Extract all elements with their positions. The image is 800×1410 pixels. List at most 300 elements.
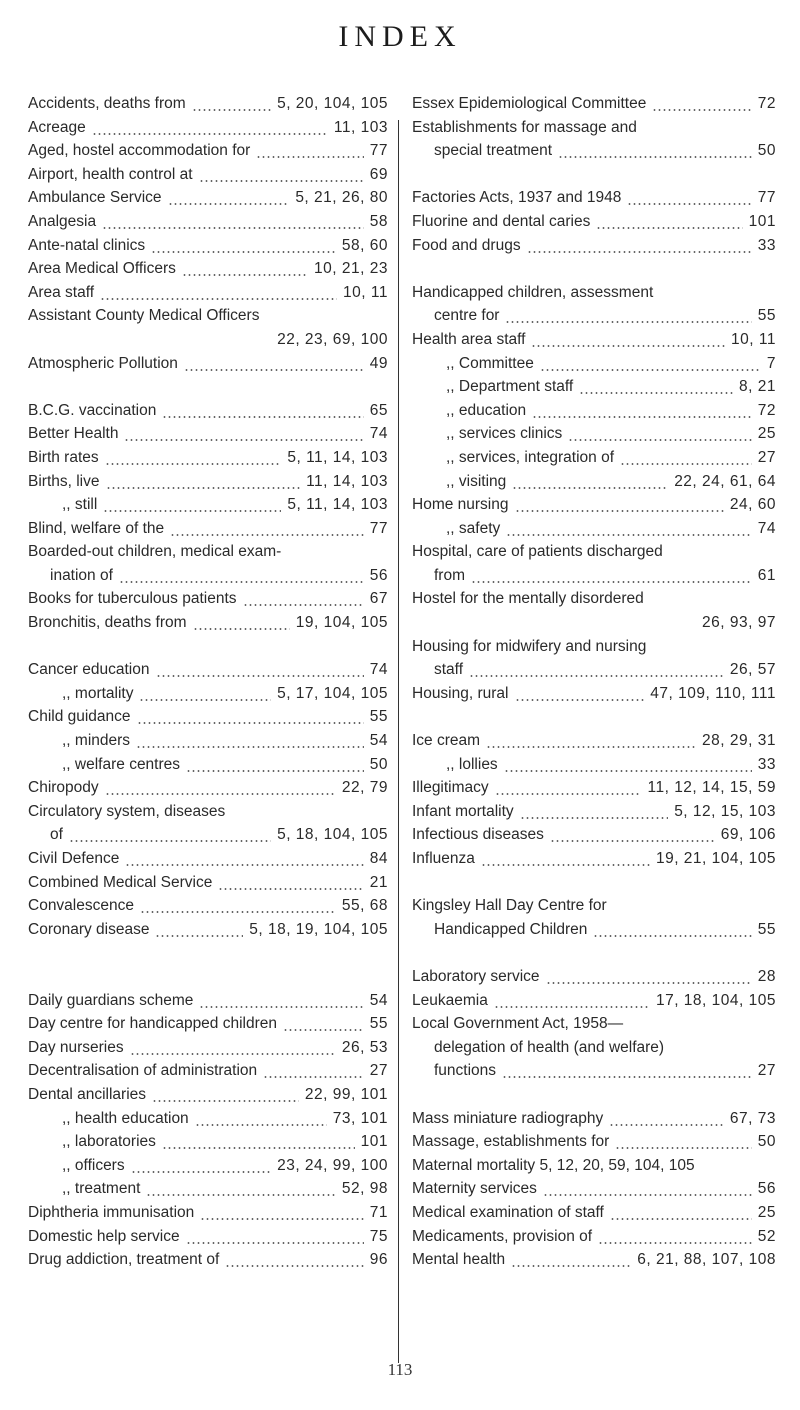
dot-leader [652,92,751,116]
index-entry-pages: 5, 18, 104, 105 [277,826,388,844]
dot-leader [512,470,668,494]
index-entry [28,776,388,800]
dot-leader [182,257,308,281]
index-entry [412,894,776,918]
index-entry-pages: 5, 21, 26, 80 [295,189,388,207]
index-entry-label: Civil Defence [28,850,120,867]
index-entry [28,847,388,871]
index-entry [28,1177,388,1201]
index-entry-pages: 56 [369,566,388,584]
index-entry-label: Aged, hostel accommodation for [28,142,251,160]
index-entry-label: Ante-natal clinics [28,236,146,254]
index-entry-label: ,, treatment [62,1180,141,1198]
index-entry-label: special treatment [434,142,553,160]
index-column-left [28,92,388,1272]
dot-leader [146,1177,335,1201]
index-entry-label: Housing, rural [412,684,509,702]
index-entry [28,1059,388,1083]
index-entry [28,446,388,470]
index-entry [412,116,776,140]
index-entry [28,92,388,116]
index-entry-label: Mass miniature radiography [412,1109,604,1127]
index-entry-pages: 21 [369,873,388,891]
dot-leader [100,281,337,305]
dot-leader [69,823,271,847]
dot-leader [119,564,364,588]
index-entry-pages: 5, 11, 14, 103 [287,448,388,466]
index-entry-label: Drug addiction, treatment of [28,1251,220,1269]
index-entry [412,92,776,116]
index-entry-label: ,, welfare centres [62,755,181,773]
index-entry [28,823,388,847]
index-entry-label: Factories Acts, 1937 and 1948 [412,189,622,207]
index-entry-label: ,, officers [62,1156,125,1174]
dot-leader [137,705,364,729]
dot-leader [481,847,650,871]
index-column-right [412,92,776,1272]
dot-leader [124,422,363,446]
index-entry-label: functions [434,1062,497,1080]
dot-leader [155,918,243,942]
dot-leader [125,847,363,871]
index-entry-pages: 84 [369,850,388,867]
index-entry-pages: 23, 24, 99, 100 [277,1156,388,1174]
section-gap [412,257,776,281]
section-gap [412,1083,776,1107]
index-entry-pages: 22, 79 [341,779,388,797]
index-entry-pages: 67, 73 [729,1109,776,1127]
index-entry [412,1107,776,1131]
index-entry [28,564,388,588]
index-entry-label: centre for [434,307,500,325]
section-gap [28,941,388,965]
dot-leader [263,1059,364,1083]
dot-leader [596,210,742,234]
index-entry-label: Health area staff [412,330,526,348]
dot-leader [495,776,642,800]
index-entry-pages: 58, 60 [341,236,388,254]
dot-leader [527,234,752,258]
index-entry [28,493,388,517]
index-entry [28,186,388,210]
index-entry [412,776,776,800]
index-entry-label: Birth rates [28,448,99,466]
index-entry [28,918,388,942]
index-entry-pages: 17, 18, 104, 105 [655,991,776,1009]
index-entry-label: Influenza [412,850,475,867]
index-entry [28,281,388,305]
index-entry-label: Child guidance [28,708,131,726]
index-entry [412,304,776,328]
index-entry-pages: 27 [757,1062,776,1080]
index-entry-pages: 27 [757,448,776,466]
dot-leader [106,470,301,494]
index-entry [412,352,776,376]
index-entry-pages: 26, 53 [341,1038,388,1056]
index-entry-pages: 71 [369,1203,388,1221]
index-entry [412,965,776,989]
index-entry-pages: 22, 23, 69, 100 [277,330,388,348]
index-entry-label: Fluorine and dental caries [412,212,591,230]
dot-leader [200,1201,363,1225]
dot-leader [186,1225,364,1249]
index-entry-label: Hostel for the mentally disordered [412,590,644,608]
index-entry [412,1059,776,1083]
index-entry [28,1130,388,1154]
index-entry-pages: 67 [369,590,388,608]
index-entry [412,210,776,234]
index-entry-label: Home nursing [412,496,509,514]
dot-leader [218,871,363,895]
dot-leader [243,587,364,611]
index-entry-label: Coronary disease [28,920,150,938]
index-entry-label: Laboratory service [412,967,540,985]
index-entry-pages: 19, 21, 104, 105 [655,850,776,867]
index-entry [412,658,776,682]
index-entry-label: Boarded-out children, medical exam- [28,543,282,561]
index-entry [412,1154,776,1178]
index-entry [412,989,776,1013]
dot-leader [103,493,281,517]
index-entry-pages: 5, 18, 19, 104, 105 [249,920,388,938]
index-entry-label: Day nurseries [28,1038,124,1056]
index-entry-label: ,, services clinics [446,425,563,443]
index-entry-label: Handicapped Children [434,920,588,938]
index-entry-pages: 10, 21, 23 [314,260,388,278]
index-entry [28,1225,388,1249]
index-entry-label: ,, laboratories [62,1133,156,1151]
dot-leader [486,729,696,753]
dot-leader [511,1248,631,1272]
index-entry-pages: 55 [369,1015,388,1033]
dot-leader [469,658,724,682]
dot-leader [546,965,752,989]
index-entry-label: Illegitimacy [412,779,489,797]
dot-leader [195,1107,327,1131]
index-entry-pages: 52, 98 [341,1180,388,1198]
index-entry [412,139,776,163]
dot-leader [609,1107,724,1131]
index-entry-label: Handicapped children, assessment [412,283,654,301]
index-entry-pages: 11, 12, 14, 15, 59 [647,779,776,797]
index-entry [28,1248,388,1272]
index-entry-label: of [50,826,63,844]
index-entry-label: Books for tuberculous patients [28,590,237,608]
dot-leader [620,446,752,470]
index-entry [28,658,388,682]
index-entry-label: Circulatory system, diseases [28,802,226,820]
index-entry [412,918,776,942]
index-entry-label: Infant mortality [412,802,514,820]
section-gap [412,705,776,729]
dot-leader [471,564,752,588]
index-entry [28,210,388,234]
index-entry [412,753,776,777]
dot-leader [162,1130,355,1154]
index-entry-pages: 101 [360,1133,388,1151]
index-entry-label: Medical examination of staff [412,1203,604,1221]
index-entry [412,611,776,635]
index-entry-pages: 52 [757,1227,776,1245]
index-entry-label: ,, Department staff [446,378,574,396]
index-entry [412,729,776,753]
index-entry [412,635,776,659]
index-entry-label: Local Government Act, 1958— [412,1015,624,1033]
index-entry-pages: 11, 103 [333,118,388,136]
index-entry [412,1130,776,1154]
index-entry-label: ,, safety [446,519,501,537]
dot-leader [186,753,364,777]
index-entry-pages: 73, 101 [332,1109,388,1127]
index-entry-label: Infectious diseases [412,826,544,844]
index-entry-label: B.C.G. vaccination [28,401,157,419]
index-entry-pages: 96 [369,1251,388,1269]
index-entry [412,847,776,871]
index-entry-pages: 101 [748,212,776,230]
dot-leader [532,399,752,423]
index-entry-pages: 10, 11 [731,330,776,348]
index-entry-label: delegation of health (and welfare) [434,1038,665,1056]
index-entry-pages: 69 [369,165,388,183]
index-entry-label: Better Health [28,425,119,443]
index-entry [28,587,388,611]
dot-leader [558,139,752,163]
index-entry [28,989,388,1013]
index-entry [28,163,388,187]
index-entry-pages: 69, 106 [720,826,776,844]
index-entry-label: ,, minders [62,732,131,750]
index-entry [412,234,776,258]
index-entry-pages: 55 [757,307,776,325]
dot-leader [199,989,363,1013]
index-entry-label: ,, mortality [62,684,134,702]
index-entry-label: Day centre for handicapped children [28,1015,278,1033]
dot-leader [494,989,650,1013]
index-entry-pages: 11, 14, 103 [306,472,388,490]
index-entry-label: Area staff [28,283,95,301]
index-entry-pages: 25 [757,425,776,443]
index-entry-pages: 5, 20, 104, 105 [277,95,388,112]
dot-leader [568,422,751,446]
index-entry-pages: 56 [757,1180,776,1198]
index-entry-pages: 61 [757,566,776,584]
dot-leader [192,92,271,116]
dot-leader [504,753,752,777]
index-entry [28,611,388,635]
index-entry-pages: 5, 17, 104, 105 [277,684,388,702]
index-entry-label: Domestic help service [28,1227,180,1245]
index-entry-pages: 6, 21, 88, 107, 108 [637,1251,776,1269]
dot-leader [162,399,363,423]
dot-leader [184,352,364,376]
dot-leader [615,1130,751,1154]
index-entry [28,753,388,777]
index-entry-label: Births, live [28,472,100,490]
index-entry-pages: 26, 57 [729,661,776,679]
index-entry-label: Accidents, deaths from [28,95,186,112]
section-gap [412,941,776,965]
section-gap [28,375,388,399]
index-entry-label: Diphtheria immunisation [28,1203,195,1221]
index-entry-label: Establishments for massage and [412,118,637,136]
index-entry-label: Ambulance Service [28,189,162,207]
index-entry-label: from [434,566,465,584]
index-entry-label: Bronchitis, deaths from [28,614,187,632]
index-entry [412,1201,776,1225]
index-entry-pages: 50 [369,755,388,773]
index-entry-label: Food and drugs [412,236,521,254]
dot-leader [505,304,751,328]
index-entry [28,304,388,328]
index-entry [28,116,388,140]
index-entry-label: Mental health [412,1251,506,1269]
dot-leader [515,493,724,517]
index-entry-pages: 7 [766,354,776,372]
index-entry-pages: 72 [757,95,776,112]
dot-leader [168,186,290,210]
index-entry-pages: 10, 11 [343,283,388,301]
index-entry [28,399,388,423]
index-entry-label: Area Medical Officers [28,260,176,278]
index-entry [28,517,388,541]
dot-leader [550,823,715,847]
dot-leader [540,352,761,376]
index-entry [412,375,776,399]
index-entry-pages: 27 [369,1062,388,1080]
dot-leader [130,1036,336,1060]
index-entry-pages: 33 [757,236,776,254]
index-entry [28,1083,388,1107]
dot-leader [136,729,364,753]
index-entry-pages: 8, 21 [739,378,776,396]
dot-leader [170,517,364,541]
index-entry-pages: 5, 11, 14, 103 [287,496,388,514]
dot-leader [579,375,733,399]
index-entry-label: ,, health education [62,1109,189,1127]
index-entry-pages: 55, 68 [341,897,388,915]
dot-leader [92,116,328,140]
index-entry [28,234,388,258]
dot-leader [225,1248,363,1272]
index-entry-label: Massage, establishments for [412,1133,610,1151]
index-entry-pages: 22, 24, 61, 64 [674,472,776,490]
dot-leader [593,918,751,942]
index-entry-label: Decentralisation of administration [28,1062,258,1080]
index-entry-label: Assistant County Medical Officers [28,307,260,325]
dot-leader [598,1225,752,1249]
index-entry-pages: 24, 60 [729,496,776,514]
page-number: 113 [387,1360,413,1379]
index-entry-label: ,, visiting [446,472,507,490]
dot-leader [610,1201,752,1225]
index-entry [28,139,388,163]
index-entry-label: ,, still [62,496,98,514]
index-entry [412,1225,776,1249]
dot-leader [102,210,364,234]
index-entry-pages: 22, 99, 101 [304,1085,388,1103]
index-entry [28,729,388,753]
dot-leader [131,1154,271,1178]
index-entry [28,422,388,446]
index-entry [412,186,776,210]
index-entry-label: Medicaments, provision of [412,1227,593,1245]
section-gap [28,965,388,989]
index-entry-label: ,, lollies [446,755,498,773]
index-entry-pages: 33 [757,755,776,773]
index-entry-label: Acreage [28,118,86,136]
index-entry-label: Blind, welfare of the [28,519,165,537]
index-entry-label: Housing for midwifery and nursing [412,637,647,655]
dot-leader [515,682,645,706]
index-entry-pages: 72 [757,401,776,419]
index-entry [28,328,388,352]
index-entry-label: Leukaemia [412,991,488,1009]
index-entry [412,1177,776,1201]
index-entry-pages: 28 [757,967,776,985]
index-entry-pages: 50 [757,142,776,160]
index-entry [412,517,776,541]
dot-leader [152,1083,299,1107]
index-entry-pages: 19, 104, 105 [295,614,388,632]
index-entry [412,470,776,494]
index-entry-pages: 55 [369,708,388,726]
index-entry-label: Daily guardians scheme [28,991,194,1009]
index-entry-label: Essex Epidemiological Committee [412,95,647,112]
index-entry-pages: 25 [757,1203,776,1221]
index-entry-label: Combined Medical Service [28,873,213,891]
dot-leader [543,1177,752,1201]
dot-leader [627,186,751,210]
index-entry-pages: 74 [757,519,776,537]
index-entry-label: Airport, health control at [28,165,193,183]
index-entry-label: Hospital, care of patients discharged [412,543,663,561]
index-entry [28,257,388,281]
index-entry [28,1154,388,1178]
index-entry [412,1036,776,1060]
index-entry-label: ,, services, integration of [446,448,614,466]
index-entry [28,352,388,376]
index-entry-pages: 74 [369,661,388,679]
index-entry-pages: 74 [369,425,388,443]
index-entry-pages: 65 [369,401,388,419]
index-entry-pages: 5, 12, 15, 103 [674,802,776,820]
index-entry-pages: 58 [369,212,388,230]
page-title: INDEX [338,20,462,53]
index-entry-pages: 77 [757,189,776,207]
dot-leader [506,517,751,541]
index-entry [412,1248,776,1272]
index-entry-pages: 55 [757,920,776,938]
index-entry [28,1107,388,1131]
column-divider [398,120,399,1363]
index-entry [412,399,776,423]
index-entry [412,493,776,517]
index-entry [412,328,776,352]
index-entry-label: ,, education [446,401,527,419]
index-entry-pages: 28, 29, 31 [702,732,776,750]
index-entry-label: ination of [50,566,113,584]
index-entry-pages: 77 [369,519,388,537]
section-gap [412,163,776,187]
index-entry [28,682,388,706]
index-entry-label: Chiropody [28,779,99,797]
index-entry [412,587,776,611]
index-entry [28,470,388,494]
index-entry [412,422,776,446]
index-entry-label: Kingsley Hall Day Centre for [412,897,607,915]
index-entry-label: Cancer education [28,661,150,679]
index-entry-label: Atmospheric Pollution [28,354,178,372]
